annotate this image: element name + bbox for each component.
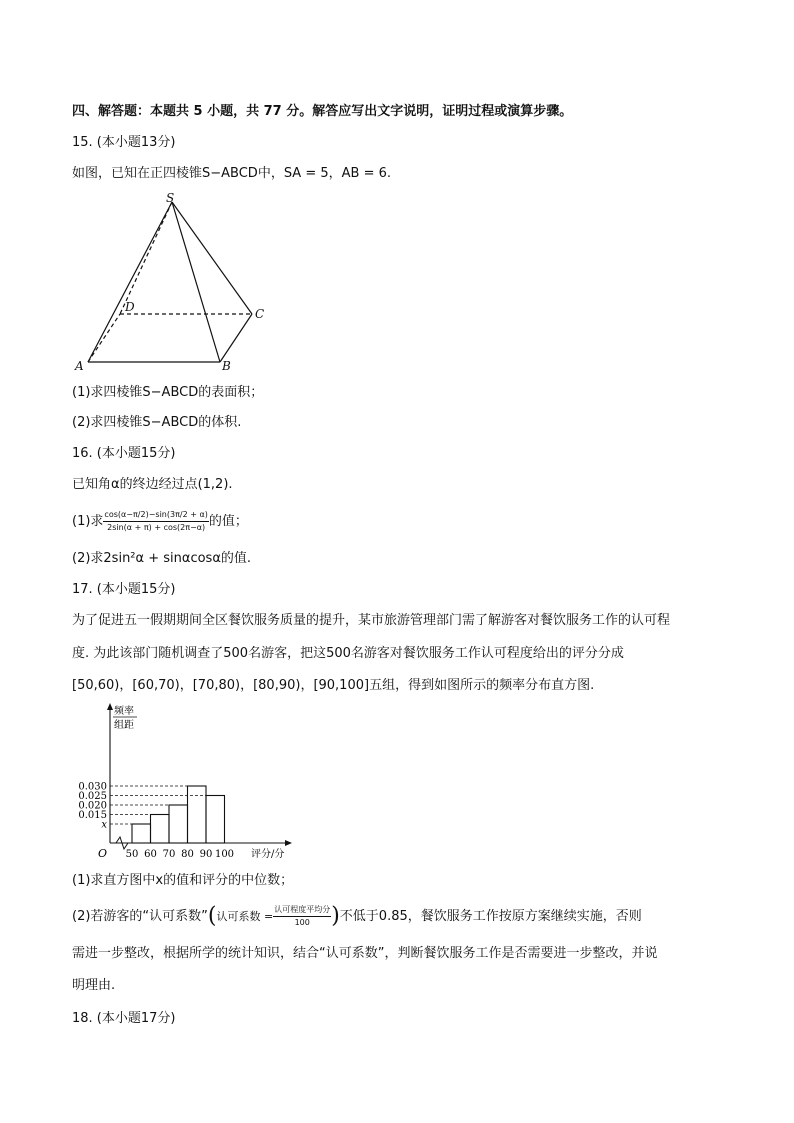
edge-ad — [88, 314, 120, 362]
histogram-bar — [151, 815, 170, 844]
q16-fraction-denominator: 2sin(α + π) + cos(2π−α) — [107, 523, 206, 532]
x-axis-arrow — [285, 840, 292, 846]
q16-part1-prefix: (1)求 — [72, 514, 104, 529]
label-d: D — [125, 300, 135, 314]
histogram-bar — [169, 805, 188, 843]
q15-part1: (1)求四棱锥S−ABCD的表面积； — [72, 385, 264, 400]
q17-part2 — [72, 905, 642, 928]
q16-fraction — [103, 510, 208, 533]
x-axis-label: 评分/分 — [251, 849, 285, 860]
y-label-bottom: 组距 — [114, 720, 134, 731]
histogram-bar — [206, 796, 225, 844]
q17-stem-line1: 为了促进五一假期期间全区餐饮服务质量的提升，某市旅游管理部门需了解游客对餐饮服务工作的认可程 — [72, 613, 671, 628]
x-tick-label: 100 — [214, 849, 235, 860]
paren-left: ( — [207, 903, 217, 929]
q17-stem-line3: [50,60)，[60,70)，[70,80)，[80,90)，[90,100]五组，得到如图所示的频率分布直方图. — [72, 678, 595, 693]
x-tick-label: 80 — [181, 849, 194, 860]
histogram-bar — [132, 824, 151, 843]
histogram-chart — [72, 700, 302, 868]
edge-bc — [220, 314, 252, 362]
edge-sd — [120, 202, 172, 314]
histogram-bar — [188, 786, 207, 843]
paren-right: ) — [331, 903, 340, 929]
q15-title: 15. (本小题13分) — [72, 135, 176, 150]
q16-fraction-numerator: cos(α−π/2)−sin(3π/2 + α) — [103, 510, 208, 522]
y-axis-arrow — [107, 703, 113, 710]
pyramid-figure — [72, 190, 272, 375]
y-tick-label: 0.020 — [78, 800, 107, 812]
q17-title: 17. (本小题15分) — [72, 582, 176, 597]
q17-stem-line2: 度. 为此该部门随机调查了500名游客，把这500名游客对餐饮服务工作认可程度给出的评分分成 — [72, 646, 624, 661]
label-b: B — [222, 359, 231, 373]
q16-title: 16. (本小题15分) — [72, 446, 176, 461]
y-tick-label: 0.025 — [78, 791, 107, 802]
edge-sa — [88, 202, 172, 362]
q16-part1-suffix: 的值； — [208, 514, 248, 529]
q16-part1 — [72, 510, 248, 533]
x-tick-label: 90 — [199, 849, 213, 860]
q17-fraction — [273, 905, 331, 928]
q17-part2-line2: 需进一步整改，根据所学的统计知识，结合“认可系数”，判断餐饮服务工作是否需要进一步整改，并说 — [72, 946, 658, 961]
q17-fraction-numerator: 认可程度平均分 — [273, 905, 331, 917]
q17-part1: (1)求直方图中x的值和评分的中位数； — [72, 873, 294, 888]
q16-part2: (2)求2sin²α + sinαcosα的值. — [72, 551, 252, 566]
q18-title: 18. (本小题17分) — [72, 1011, 176, 1026]
edge-sc — [172, 202, 252, 314]
y-label-top: 频率 — [114, 706, 134, 717]
y-tick-label: 0.030 — [78, 781, 107, 793]
q16-stem: 已知角α的终边经过点(1,2). — [72, 477, 233, 492]
q17-part2-a: (2)若游客的“认可系数” — [72, 909, 208, 924]
q17-part2-line3: 明理由. — [72, 978, 116, 993]
origin-label: O — [98, 847, 108, 860]
x-tick-label: 70 — [162, 849, 176, 860]
q15-part2: (2)求四棱锥S−ABCD的体积. — [72, 415, 242, 430]
edge-sb — [172, 202, 220, 362]
q17-part2-b: 不低于0.85，餐饮服务工作按原方案继续实施，否则 — [339, 909, 642, 924]
label-a: A — [75, 359, 84, 373]
y-tick-label: 0.015 — [78, 810, 107, 821]
label-c: C — [255, 307, 265, 321]
x-tick-label: 50 — [125, 849, 139, 860]
x-tick-label: 60 — [144, 849, 157, 860]
label-s: S — [166, 191, 175, 205]
q15-stem: 如图，已知在正四棱锥S−ABCD中，SA = 5，AB = 6. — [72, 166, 392, 181]
q17-fraction-denominator: 100 — [294, 918, 310, 927]
y-tick-label: x — [101, 819, 107, 831]
formula-lhs: 认可系数 = — [216, 910, 274, 923]
section-header: 四、解答题：本题共 5 小题，共 77 分。解答应写出文字说明，证明过程或演算步骤。 — [72, 104, 573, 119]
